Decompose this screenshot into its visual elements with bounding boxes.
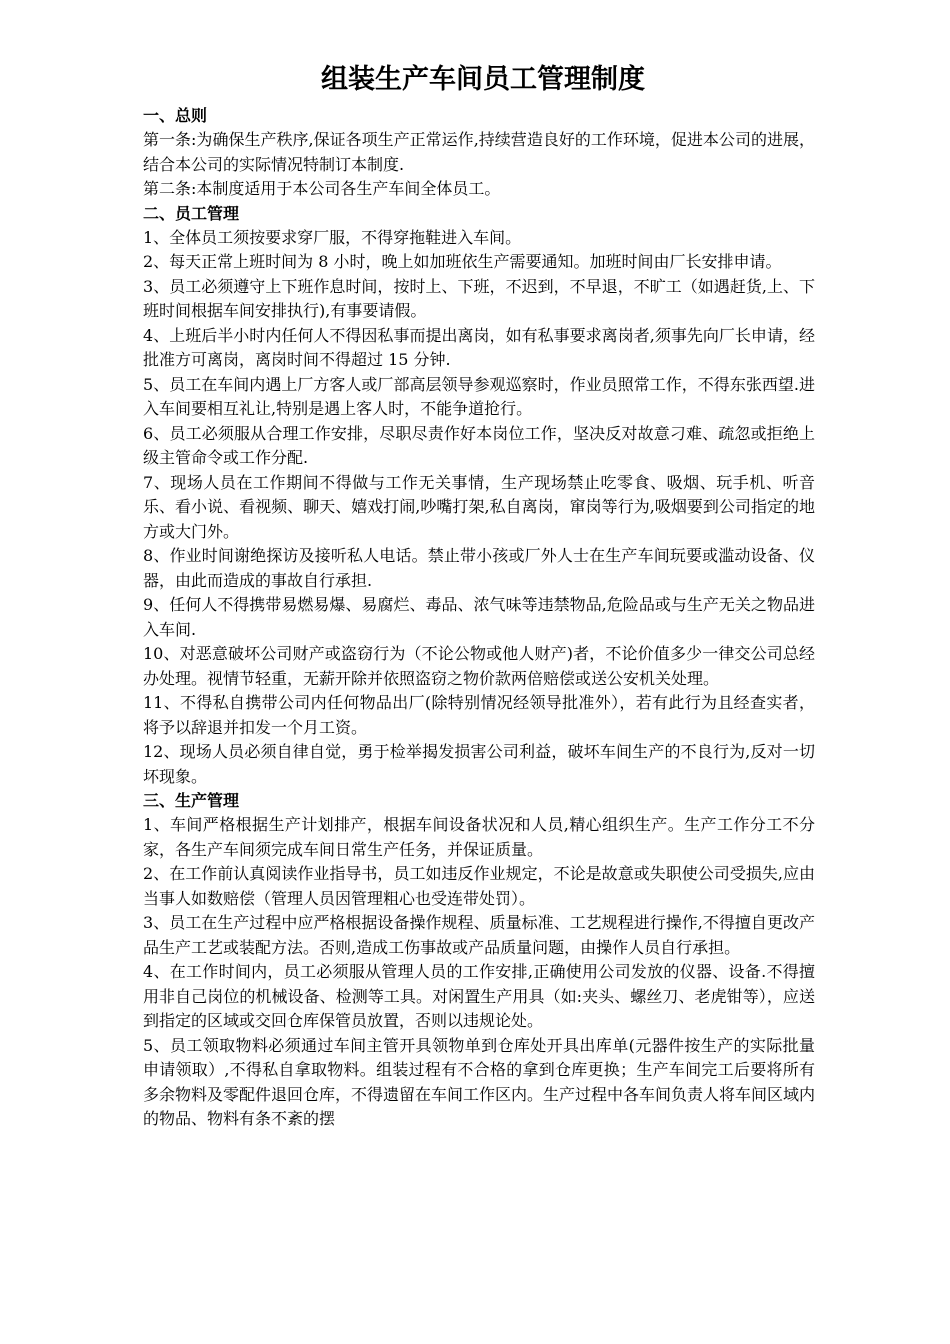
rule-item: 7、现场人员在工作期间不得做与工作无关事情，生产现场禁止吃零食、吸烟、玩手机、听音乐、看小说、看视频、聊天、嬉戏打闹,吵嘴打架,私自离岗，窜岗等行为,吸烟要到公司指定的地方或大门外。 (143, 472, 815, 541)
rule-item: 12、现场人员必须自律自觉，勇于检举揭发损害公司利益，破坏车间生产的不良行为,反对一切坏现象。 (143, 742, 815, 786)
document-page (143, 58, 815, 1132)
rule-item: 5、员工领取物料必须通过车间主管开具领物单到仓库处开具出库单(元器件按生产的实际批量申请领取）,不得私自拿取物料。组装过程有不合格的拿到仓库更换；生产车间完工后要将所有多余物料及零配件退回仓库，不得遗留在车间工作区内。生产过程中各车间负责人将车间区域内的物品、物料有条不紊的摆 (143, 1035, 816, 1128)
section-general (143, 104, 815, 202)
rule-item: 1、全体员工须按要求穿厂服，不得穿拖鞋进入车间。 (143, 227, 522, 247)
rule-item: 9、任何人不得携带易燃易爆、易腐烂、毒品、浓气味等违禁物品,危险品或与生产无关之物品进入车间. (143, 595, 815, 639)
rule-item: 6、员工必须服从合理工作安排，尽职尽责作好本岗位工作，坚决反对故意刁难、疏忽或拒绝上级主管命令或工作分配. (143, 423, 815, 467)
rule-item: 11、不得私自携带公司内任何物品出厂(除特别情况经领导批准外），若有此行为且经查实者，将予以辞退并扣发一个月工资。 (143, 693, 815, 737)
rule-item: 3、员工在生产过程中应严格根据设备操作规程、质量标准、工艺规程进行操作,不得擅自更改产品生产工艺或装配方法。否则,造成工伤事故或产品质量问题，由操作人员自行承担。 (143, 913, 815, 957)
article-2: 第二条:本制度适用于本公司各生产车间全体员工。 (143, 179, 501, 198)
rule-item: 1、车间严格根据生产计划排产，根据车间设备状况和人员,精心组织生产。生产工作分工不分家，各生产车间须完成车间日常生产任务，并保证质量。 (143, 815, 815, 859)
rule-item: 4、在工作时间内，员工必须服从管理人员的工作安排,正确使用公司发放的仪器、设备.不得擅用非自己岗位的机械设备、检测等工具。对闲置生产用具（如:夹头、螺丝刀、老虎钳等），应送到指定的区域或交回仓库保管员放置，否则以违规论处。 (143, 962, 815, 1030)
section-heading: 二、员工管理 (143, 203, 240, 223)
article-1: 第一条:为确保生产秩序,保证各项生产正常运作,持续营造良好的工作环境，促进本公司的进展，结合本公司的实际情况特制订本制度. (143, 130, 815, 174)
rule-item: 5、员工在车间内遇上厂方客人或厂部高层领导参观巡察时，作业员照常工作，不得东张西望.进入车间要相互礼让,特别是遇上客人时，不能争道抢行。 (143, 374, 815, 418)
rule-item: 3、员工必须遵守上下班作息时间，按时上、下班，不迟到，不早退，不旷工（如遇赶货,上、下班时间根据车间安排执行),有事要请假。 (143, 276, 815, 320)
section-heading: 三、生产管理 (143, 791, 240, 810)
document-title: 组装生产车间员工管理制度 (321, 64, 645, 95)
section-employee-management (143, 202, 815, 790)
section-heading: 一、总则 (143, 106, 208, 125)
rule-item: 2、每天正常上班时间为 8 小时，晚上如加班依生产需要通知。加班时间由厂长安排申请。 (143, 252, 782, 271)
section-production-management (143, 789, 815, 1132)
rule-item: 4、上班后半小时内任何人不得因私事而提出离岗，如有私事要求离岗者,须事先向厂长申请，经批准方可离岗，离岗时间不得超过 15 分钟. (143, 325, 815, 369)
rule-item: 8、作业时间谢绝探访及接听私人电话。禁止带小孩或厂外人士在生产车间玩要或滥动设备、仪器，由此而造成的事故自行承担. (143, 546, 815, 590)
rule-item: 2、在工作前认真阅读作业指导书，员工如违反作业规定，不论是故意或失职使公司受损失,应由当事人如数赔偿（管理人员因管理粗心也受连带处罚）。 (143, 864, 815, 908)
rule-item: 10、对恶意破坏公司财产或盗窃行为（不论公物或他人财产)者，不论价值多少一律交公司总经办处理。视情节轻重，无薪开除并依照盗窃之物价款两倍赔偿或送公安机关处理。 (143, 644, 815, 688)
